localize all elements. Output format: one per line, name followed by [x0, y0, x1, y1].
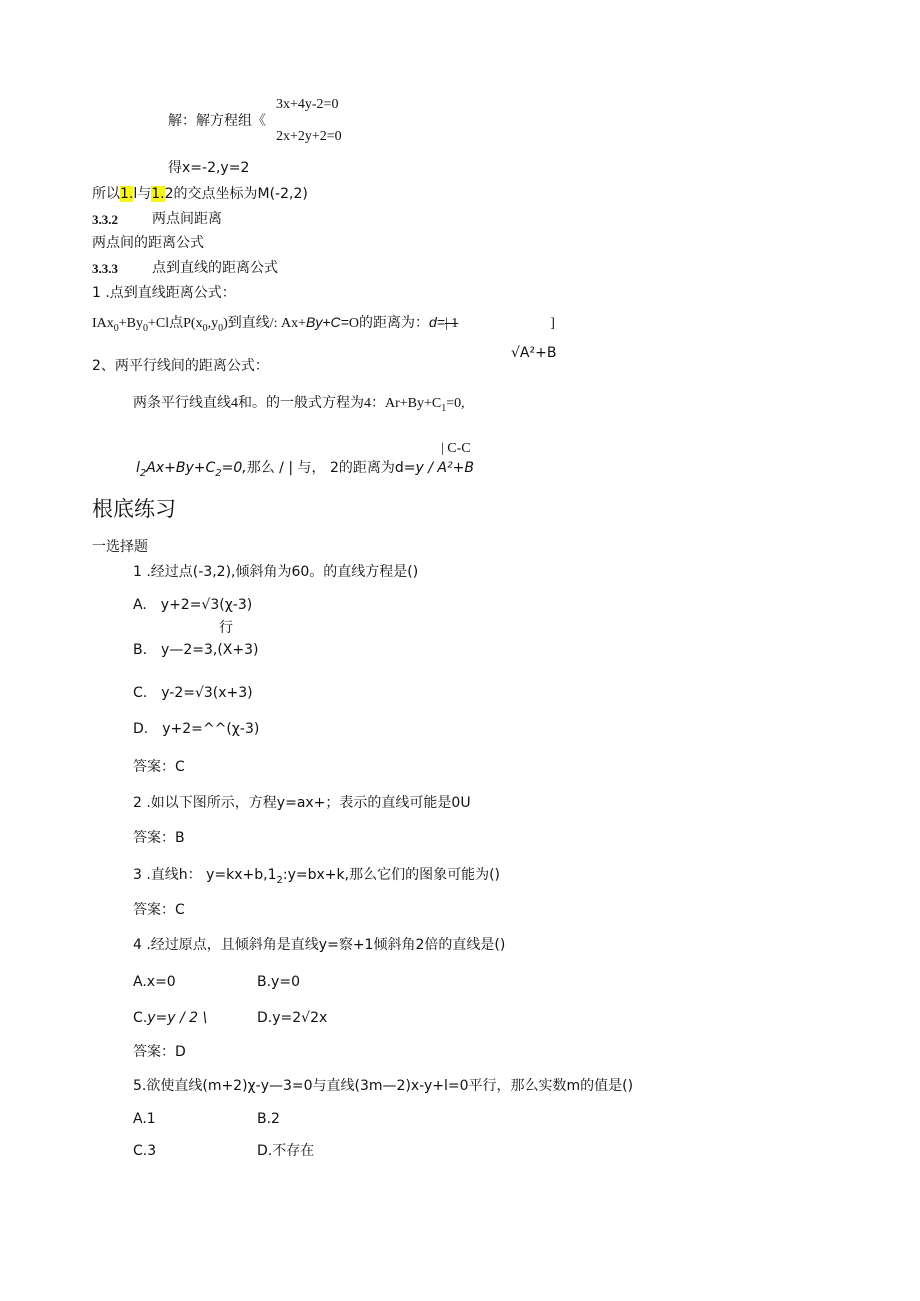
parallel-numerator: | C-C [441, 441, 471, 456]
q2-answer: 答案：B [133, 830, 185, 846]
equation-2: 2x+2y+2=0 [276, 129, 342, 144]
formula-part: +Cl点P(x [148, 316, 203, 331]
highlight-l1: 1. [120, 186, 134, 202]
formula-fraction-line: | 1 [444, 316, 459, 331]
l1-text: l与 [133, 186, 152, 202]
subscript: 1 [441, 402, 447, 414]
formula-part: IAx [92, 316, 114, 331]
q4-option-d: D.y=2√2x [257, 1010, 328, 1026]
q1-note: 行 [219, 620, 233, 636]
section-title-333: 点到直线的距离公式 [152, 260, 278, 276]
formula-part: By+C= [306, 314, 349, 330]
formula-part: ,y [207, 316, 219, 331]
formula-part: O的距离为： [348, 316, 429, 331]
q3-part: :y=bx+k,那么它们的图象可能为() [282, 867, 501, 883]
solution-label: 解：解方程组《 [168, 113, 266, 129]
formula-part: 那么 / | 与， 2的距离为d= [246, 460, 416, 476]
q5-option-c: C.3 [133, 1143, 157, 1159]
parallel-distance-formula [136, 460, 474, 480]
l2-text: 2的交点坐标为M(-2,2) [164, 186, 308, 202]
section-number-333: 3.3.3 [92, 261, 118, 276]
practice-heading: 根底练习 [92, 497, 176, 521]
section-subtitle-332: 两点间的距离公式 [92, 235, 204, 251]
formula-part: / A²+B [423, 460, 474, 476]
formula-part: l [136, 460, 140, 476]
q4-c-prefix: C. [133, 1010, 148, 1026]
formula-part: )到直线/: Ax+ [223, 316, 307, 331]
q1-option-a: A. y+2=√3(χ-3) [133, 597, 253, 613]
q1-answer: 答案：C [133, 759, 185, 775]
formula-part: =0, [446, 396, 465, 411]
subscript: 2 [139, 467, 147, 479]
formula-part: =0, [221, 460, 247, 476]
question-3 [133, 867, 500, 887]
point-line-denominator: √A²+B [511, 345, 557, 361]
q4-option-a: A.x=0 [133, 974, 176, 990]
formula-item-1: 1 .点到直线距离公式： [92, 285, 236, 301]
question-1: 1 .经过点(-3,2),倾斜角为60。的直线方程是() [133, 564, 419, 580]
intersection-prefix: 所以 [92, 186, 120, 202]
intersection-line [92, 186, 308, 203]
q5-option-d: D.不存在 [257, 1143, 315, 1159]
point-line-formula [92, 314, 555, 335]
q4-option-b: B.y=0 [257, 974, 300, 990]
formula-part: d= [428, 314, 445, 330]
highlight-l2: 1. [151, 186, 165, 202]
formula-part: Ax+By+C [146, 460, 216, 476]
q4-option-c [133, 1010, 207, 1027]
q5-option-b: B.2 [257, 1111, 280, 1127]
practice-section: 一选择题 [92, 539, 148, 555]
question-5: 5.欲使直线(m+2)χ-y—3=0与直线(3m—2)x-y+l=0平行，那么实数m的值是() [133, 1078, 634, 1094]
subscript: 0 [143, 322, 149, 334]
subscript: 2 [215, 467, 222, 479]
formula-item-2: 2、两平行线间的距离公式： [92, 358, 269, 374]
q1-option-b: B. y—2=3,(X+3) [133, 642, 259, 658]
q4-answer: 答案：D [133, 1044, 186, 1060]
subscript: 2 [276, 874, 283, 886]
q5-option-a: A.1 [133, 1111, 156, 1127]
formula-part: 两条平行线直线4和。的一般式方程为4：Ar+By+C [133, 396, 442, 411]
section-number-332: 3.3.2 [92, 212, 118, 227]
q3-answer: 答案：C [133, 902, 185, 918]
section-title-332: 两点间距离 [152, 211, 222, 227]
question-2: 2 .如以下图所示，方程y=ax+；表示的直线可能是0U [133, 795, 471, 811]
formula-part: ] [550, 316, 555, 331]
formula-part: +By [118, 316, 144, 331]
q4-c-text: y=y / 2 \ [147, 1010, 208, 1026]
parallel-lines-equation [133, 396, 465, 415]
question-4: 4 .经过原点，且倾斜角是直线y=察+1倾斜角2倍的直线是() [133, 937, 506, 953]
q1-option-d: D. y+2=^^(χ-3) [133, 721, 260, 737]
subscript: 0 [218, 322, 224, 334]
solution-result: 得x=-2,y=2 [168, 160, 250, 176]
equation-1: 3x+4y-2=0 [276, 97, 339, 112]
subscript: 0 [113, 322, 119, 334]
formula-part: y [415, 460, 424, 476]
subscript: 0 [202, 322, 208, 334]
q3-part: 3 .直线h： y=kx+b,1 [133, 867, 277, 883]
q1-option-c: C. y-2=√3(x+3) [133, 685, 253, 701]
